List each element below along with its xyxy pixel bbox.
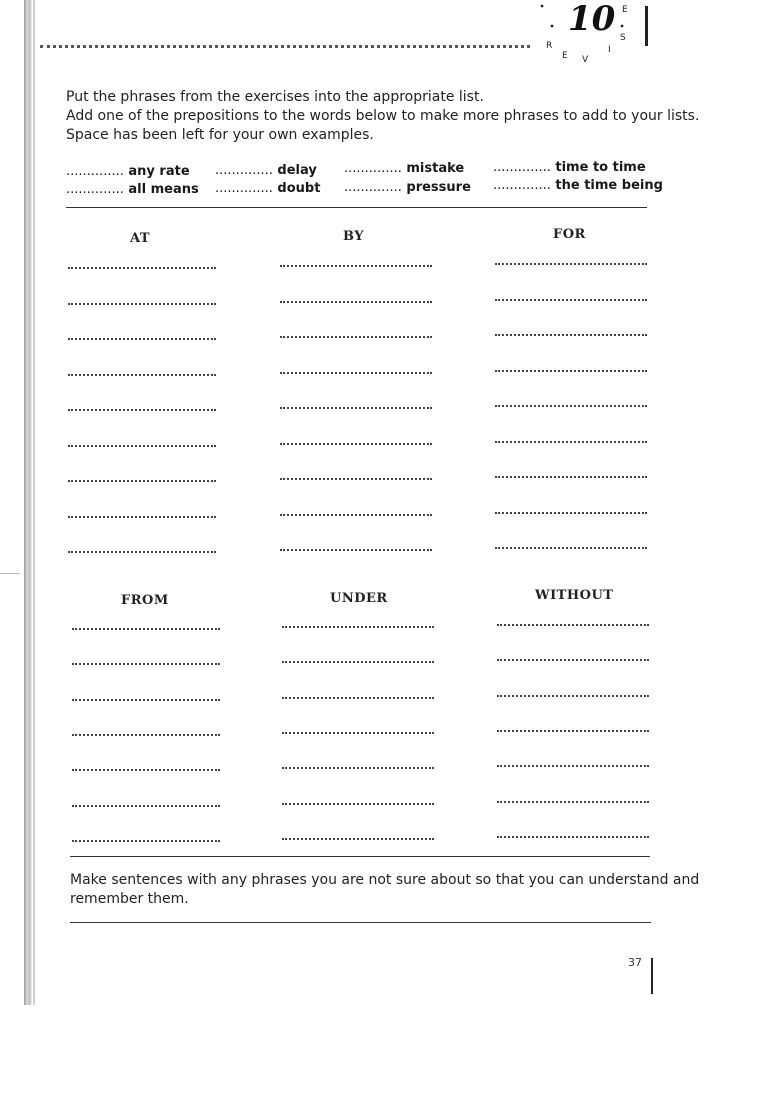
- word-list: [66, 160, 663, 200]
- word-item: [344, 180, 471, 195]
- word-item: [66, 182, 199, 197]
- header-dotted-rule: [40, 45, 530, 48]
- word-blank: ..............: [215, 181, 273, 196]
- answer-line[interactable]: [68, 480, 216, 482]
- instruction-line: Put the phrases from the exercises into the appropriate list.: [66, 89, 484, 105]
- answer-line[interactable]: [68, 445, 216, 447]
- word-item: [66, 164, 190, 179]
- instruction-line: Add one of the prepositions to the words below to make more phrases to add to your lists.: [66, 108, 700, 124]
- answer-line[interactable]: [72, 734, 220, 736]
- answer-line[interactable]: [72, 663, 220, 665]
- column-heading-without: WITHOUT: [535, 588, 614, 603]
- instructions: [66, 88, 700, 145]
- answer-line[interactable]: [72, 769, 220, 771]
- answer-line[interactable]: [495, 263, 647, 265]
- answer-line[interactable]: [280, 443, 432, 445]
- word-item: [215, 163, 317, 178]
- word-blank: ..............: [66, 164, 124, 179]
- word-item: [493, 160, 646, 175]
- logo-divider-bar: [645, 6, 648, 46]
- closing-line: Make sentences with any phrases you are not sure about so that you can understand and: [70, 872, 700, 888]
- answer-line[interactable]: [72, 699, 220, 701]
- scan-binding-edge: [24, 0, 32, 1005]
- answer-line[interactable]: [282, 803, 434, 805]
- answer-line[interactable]: [282, 732, 434, 734]
- answer-line[interactable]: [72, 840, 220, 842]
- answer-line[interactable]: [280, 549, 432, 551]
- answer-line[interactable]: [68, 551, 216, 553]
- word-item: [344, 161, 464, 176]
- section-divider: [66, 207, 647, 208]
- word-text: time to time: [555, 160, 646, 175]
- answer-line[interactable]: [495, 547, 647, 549]
- page-number-bar: [651, 958, 653, 994]
- answer-line[interactable]: [280, 372, 432, 374]
- answer-line[interactable]: [68, 267, 216, 269]
- closing-instruction: [70, 871, 700, 909]
- answer-line[interactable]: [68, 409, 216, 411]
- word-text: doubt: [277, 181, 321, 196]
- svg-text:V: V: [582, 55, 589, 65]
- answer-line[interactable]: [495, 370, 647, 372]
- answer-line[interactable]: [68, 303, 216, 305]
- column-heading-from: FROM: [121, 593, 169, 608]
- answer-line[interactable]: [280, 336, 432, 338]
- answer-line[interactable]: [280, 407, 432, 409]
- answer-line[interactable]: [68, 374, 216, 376]
- answer-line[interactable]: [497, 624, 649, 626]
- answer-line[interactable]: [495, 299, 647, 301]
- section-divider: [70, 856, 650, 857]
- answer-line[interactable]: [495, 512, 647, 514]
- svg-text:E: E: [622, 5, 628, 15]
- answer-line[interactable]: [280, 265, 432, 267]
- closing-line: remember them.: [70, 891, 189, 907]
- answer-line[interactable]: [68, 338, 216, 340]
- writing-line: [70, 922, 651, 923]
- word-blank: ..............: [66, 182, 124, 197]
- column-heading-for: FOR: [553, 227, 586, 242]
- answer-line[interactable]: [495, 476, 647, 478]
- svg-text:E: E: [562, 51, 568, 61]
- revise-logo: [532, 0, 642, 72]
- answer-line[interactable]: [495, 405, 647, 407]
- column-heading-by: BY: [343, 229, 365, 244]
- svg-text:I: I: [608, 45, 611, 55]
- column-heading-under: UNDER: [330, 591, 388, 606]
- column-heading-at: AT: [130, 231, 151, 246]
- answer-line[interactable]: [497, 695, 649, 697]
- word-blank: ..............: [493, 178, 551, 193]
- answer-line[interactable]: [72, 805, 220, 807]
- answer-line[interactable]: [282, 626, 434, 628]
- answer-line[interactable]: [280, 478, 432, 480]
- word-text: any rate: [128, 164, 190, 179]
- scan-binding-shadow: [33, 0, 35, 1005]
- answer-line[interactable]: [282, 661, 434, 663]
- word-text: delay: [277, 163, 317, 178]
- word-blank: ..............: [493, 160, 551, 175]
- answer-line[interactable]: [68, 516, 216, 518]
- word-item: [493, 178, 663, 193]
- answer-line[interactable]: [497, 836, 649, 838]
- word-text: mistake: [406, 161, 465, 176]
- svg-text:S: S: [620, 33, 626, 43]
- answer-line[interactable]: [72, 628, 220, 630]
- answer-line[interactable]: [282, 838, 434, 840]
- svg-text:R: R: [546, 41, 553, 51]
- answer-line[interactable]: [280, 301, 432, 303]
- word-blank: ..............: [344, 180, 402, 195]
- revise-seal-icon: [532, 0, 642, 72]
- answer-line[interactable]: [497, 659, 649, 661]
- word-text: all means: [128, 182, 199, 197]
- word-item: [215, 181, 320, 196]
- answer-line[interactable]: [280, 514, 432, 516]
- answer-line[interactable]: [495, 441, 647, 443]
- word-text: the time being: [555, 178, 663, 193]
- answer-line[interactable]: [282, 767, 434, 769]
- instruction-line: Space has been left for your own examples.: [66, 127, 374, 143]
- answer-line[interactable]: [282, 697, 434, 699]
- page-number: 37: [628, 956, 642, 969]
- word-text: pressure: [406, 180, 471, 195]
- margin-mark: [0, 573, 20, 574]
- svg-text:10: 10: [568, 0, 616, 39]
- word-blank: ..............: [215, 163, 273, 178]
- answer-line[interactable]: [497, 765, 649, 767]
- answer-line[interactable]: [497, 801, 649, 803]
- answer-line[interactable]: [497, 730, 649, 732]
- answer-line[interactable]: [495, 334, 647, 336]
- word-blank: ..............: [344, 161, 402, 176]
